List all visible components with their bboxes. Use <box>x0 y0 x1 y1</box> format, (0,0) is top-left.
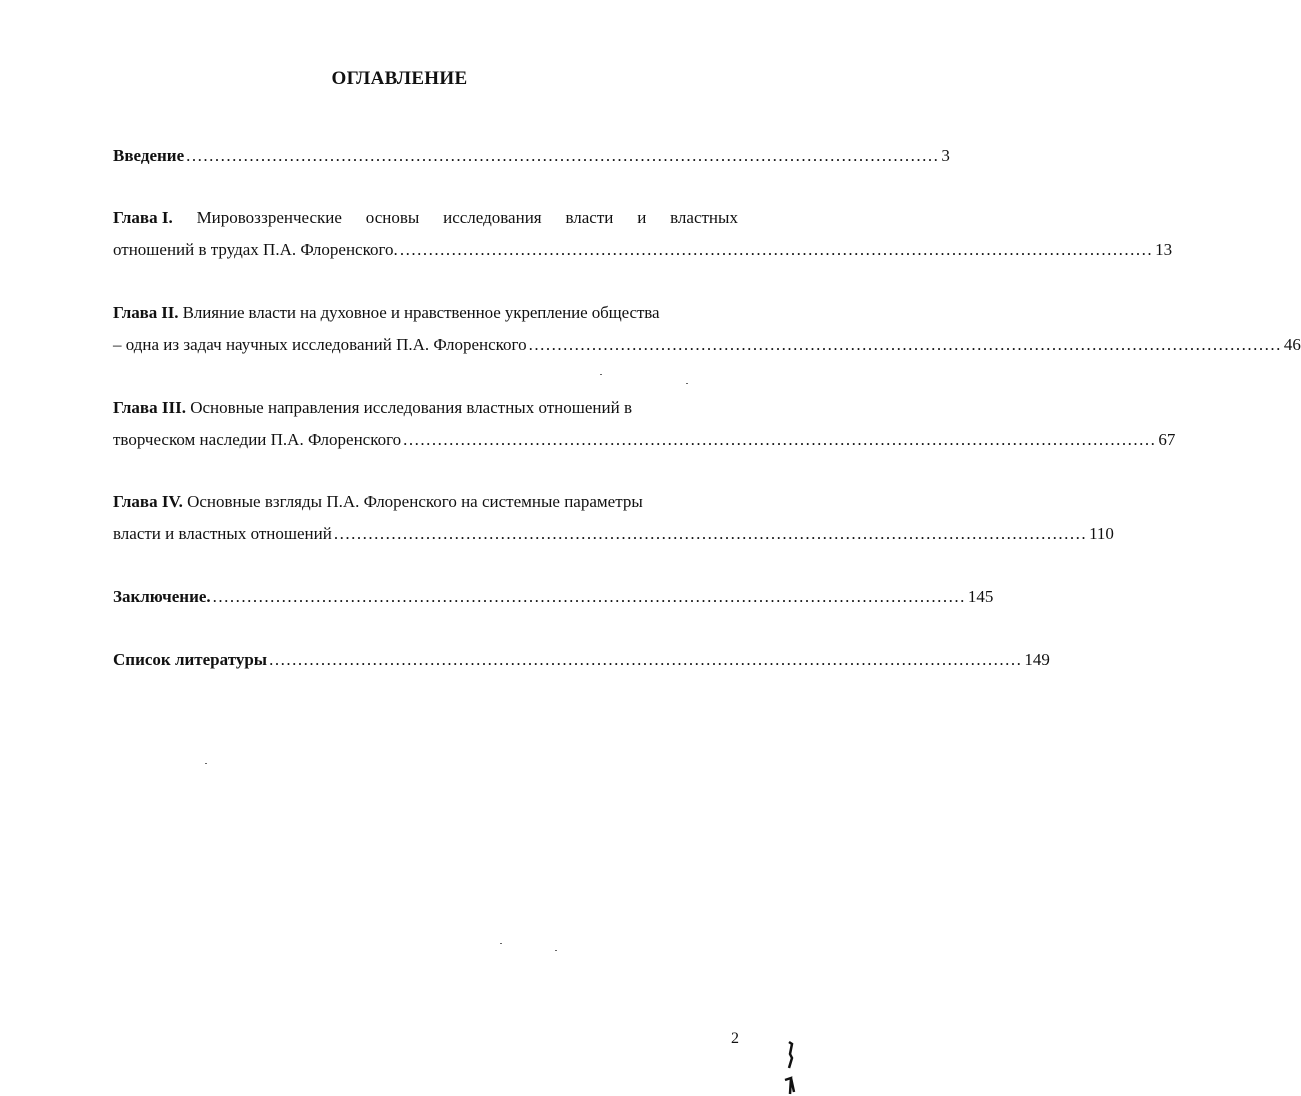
toc-text: творческом наследии П.А. Флоренского <box>113 430 402 449</box>
toc-label: Глава III. <box>113 398 186 417</box>
scan-speck <box>600 374 602 375</box>
toc-entry-chapter-1-line-1 <box>113 208 738 228</box>
toc-word: власти <box>565 208 614 227</box>
dot-leader: ................................................................................................................................... <box>399 240 1154 259</box>
toc-page-number: 13 <box>1155 240 1173 259</box>
toc-entry-chapter-4-line-2 <box>113 524 1114 544</box>
toc-page-number: 67 <box>1158 430 1176 449</box>
toc-label: Заключение. <box>113 587 211 606</box>
toc-entry-chapter-2-line-2 <box>113 335 1301 355</box>
toc-entry-chapter-2-line-1 <box>113 303 738 323</box>
toc-page-number: 110 <box>1089 524 1114 543</box>
toc-entry-chapter-3-line-2 <box>113 430 1176 450</box>
page-number: 2 <box>731 1030 739 1047</box>
toc-entry-conclusion <box>113 587 994 607</box>
toc-text: Основные направления исследования властных отношений в <box>190 398 632 417</box>
toc-text: Основные взгляды П.А. Флоренского на системные параметры <box>187 492 643 511</box>
toc-text: отношений в трудах П.А. Флоренского. <box>113 240 398 259</box>
scan-edge-mark-icon <box>781 1040 795 1096</box>
dot-leader: ................................................................................................................................... <box>212 587 966 606</box>
scan-speck <box>205 763 207 764</box>
toc-text: власти и властных отношений <box>113 524 332 543</box>
toc-page-number: 46 <box>1283 335 1301 354</box>
dot-leader: ................................................................................................................................... <box>269 650 1023 669</box>
toc-word: исследования <box>443 208 542 227</box>
scan-speck <box>500 943 502 944</box>
toc-entry-bibliography <box>113 650 1050 670</box>
toc-entry-chapter-3-line-1 <box>113 398 738 418</box>
toc-word: Мировоззренческие <box>196 208 342 227</box>
toc-label: Введение <box>113 146 185 165</box>
dot-leader: ................................................................................................................................... <box>403 430 1157 449</box>
scan-speck <box>686 383 688 384</box>
toc-label: Список литературы <box>113 650 268 669</box>
toc-word: основы <box>365 208 420 227</box>
toc-word: и <box>637 208 647 227</box>
toc-label: Глава II. <box>113 303 179 322</box>
toc-word: властных <box>670 208 738 227</box>
dot-leader: ................................................................................................................................... <box>186 146 940 165</box>
dot-leader: ................................................................................................................................... <box>528 335 1282 354</box>
toc-page-number: 3 <box>941 146 950 165</box>
scan-speck <box>555 950 557 951</box>
dot-leader: ................................................................................................................................... <box>333 524 1088 543</box>
page-title: ОГЛАВЛЕНИЕ <box>331 68 468 89</box>
toc-entry-introduction <box>113 146 950 166</box>
toc-entry-chapter-4-line-1 <box>113 492 738 512</box>
toc-text: Влияние власти на духовное и нравственное укрепление общества <box>182 303 660 322</box>
toc-label: Глава I. <box>113 208 173 227</box>
toc-text: – одна из задач научных исследований П.А. Флоренского <box>113 335 527 354</box>
toc-page-number: 145 <box>967 587 994 606</box>
toc-page-number: 149 <box>1024 650 1050 669</box>
toc-label: Глава IV. <box>113 492 183 511</box>
toc-entry-chapter-1-line-2 <box>113 240 1173 260</box>
